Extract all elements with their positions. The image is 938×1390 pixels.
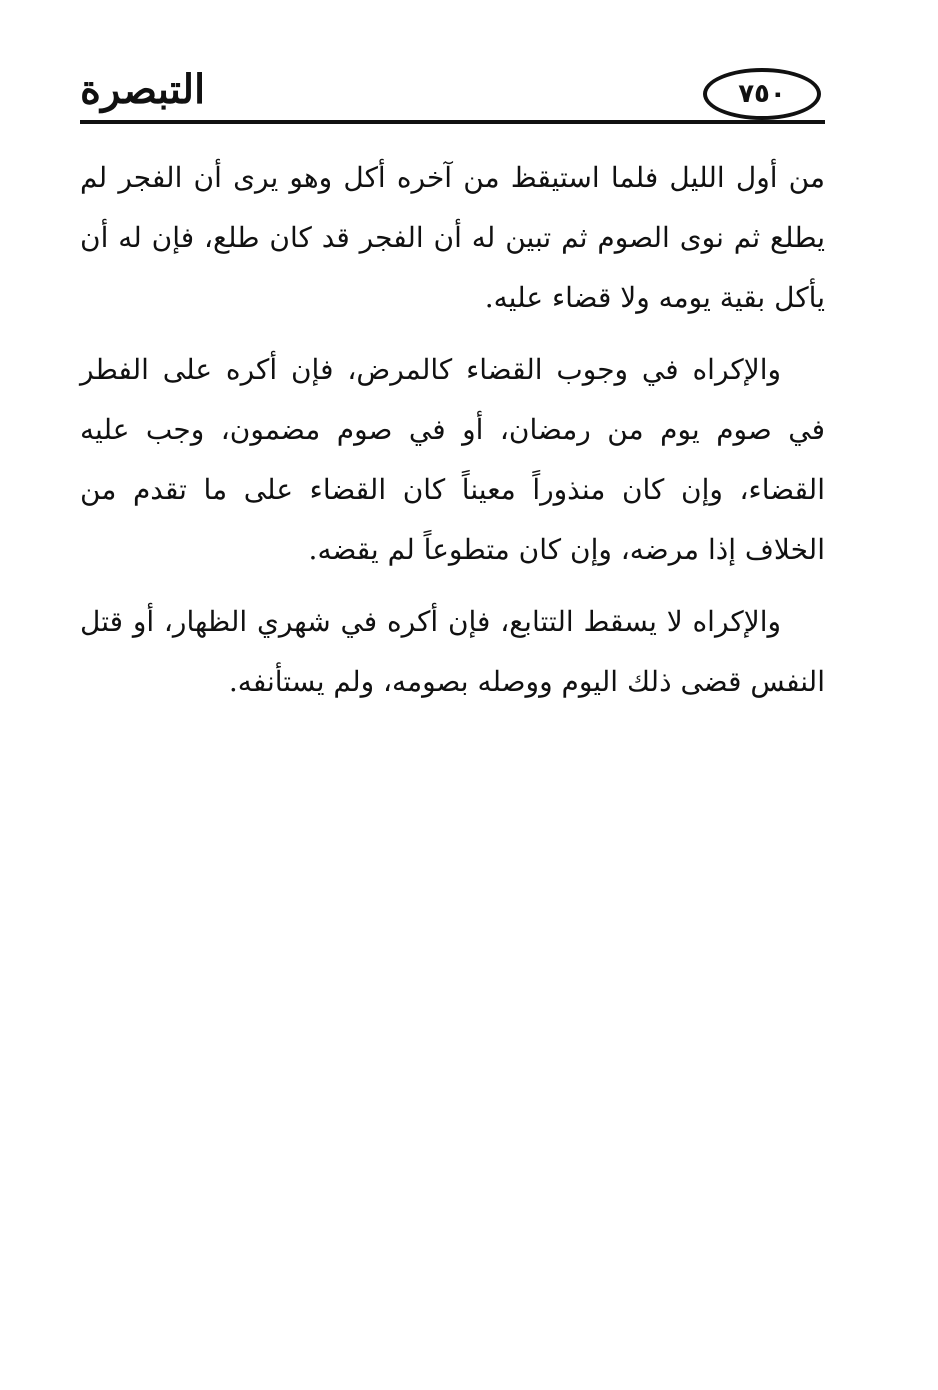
page-number: ٧٥٠: [738, 79, 786, 109]
header-rule: [80, 120, 825, 124]
book-title: التبصرة: [80, 66, 206, 113]
page-header: [80, 60, 825, 130]
page-body: [80, 148, 825, 724]
page-number-oval: [703, 68, 821, 120]
paragraph-1: من أول الليل فلما استيقظ من آخره أكل وهو يرى أن الفجر لم يطلع ثم نوى الصوم ثم تبين له أن الفجر قد كان طلع، فإن له أن يأكل بقية يومه ولا قضاء عليه.: [80, 161, 825, 314]
paragraph-2: والإكراه في وجوب القضاء كالمرض، فإن أكره على الفطر في صوم يوم من رمضان، أو في صوم مضمون، وجب عليه القضاء، وإن كان منذوراً معيناً كان القضاء على ما تقدم من الخلاف إذا مرضه، وإن كان متطوعاً لم يقضه.: [80, 353, 825, 566]
paragraph-3: والإكراه لا يسقط التتابع، فإن أكره في شهري الظهار، أو قتل النفس قضى ذلك اليوم ووصله بصومه، ولم يستأنفه.: [80, 605, 825, 698]
